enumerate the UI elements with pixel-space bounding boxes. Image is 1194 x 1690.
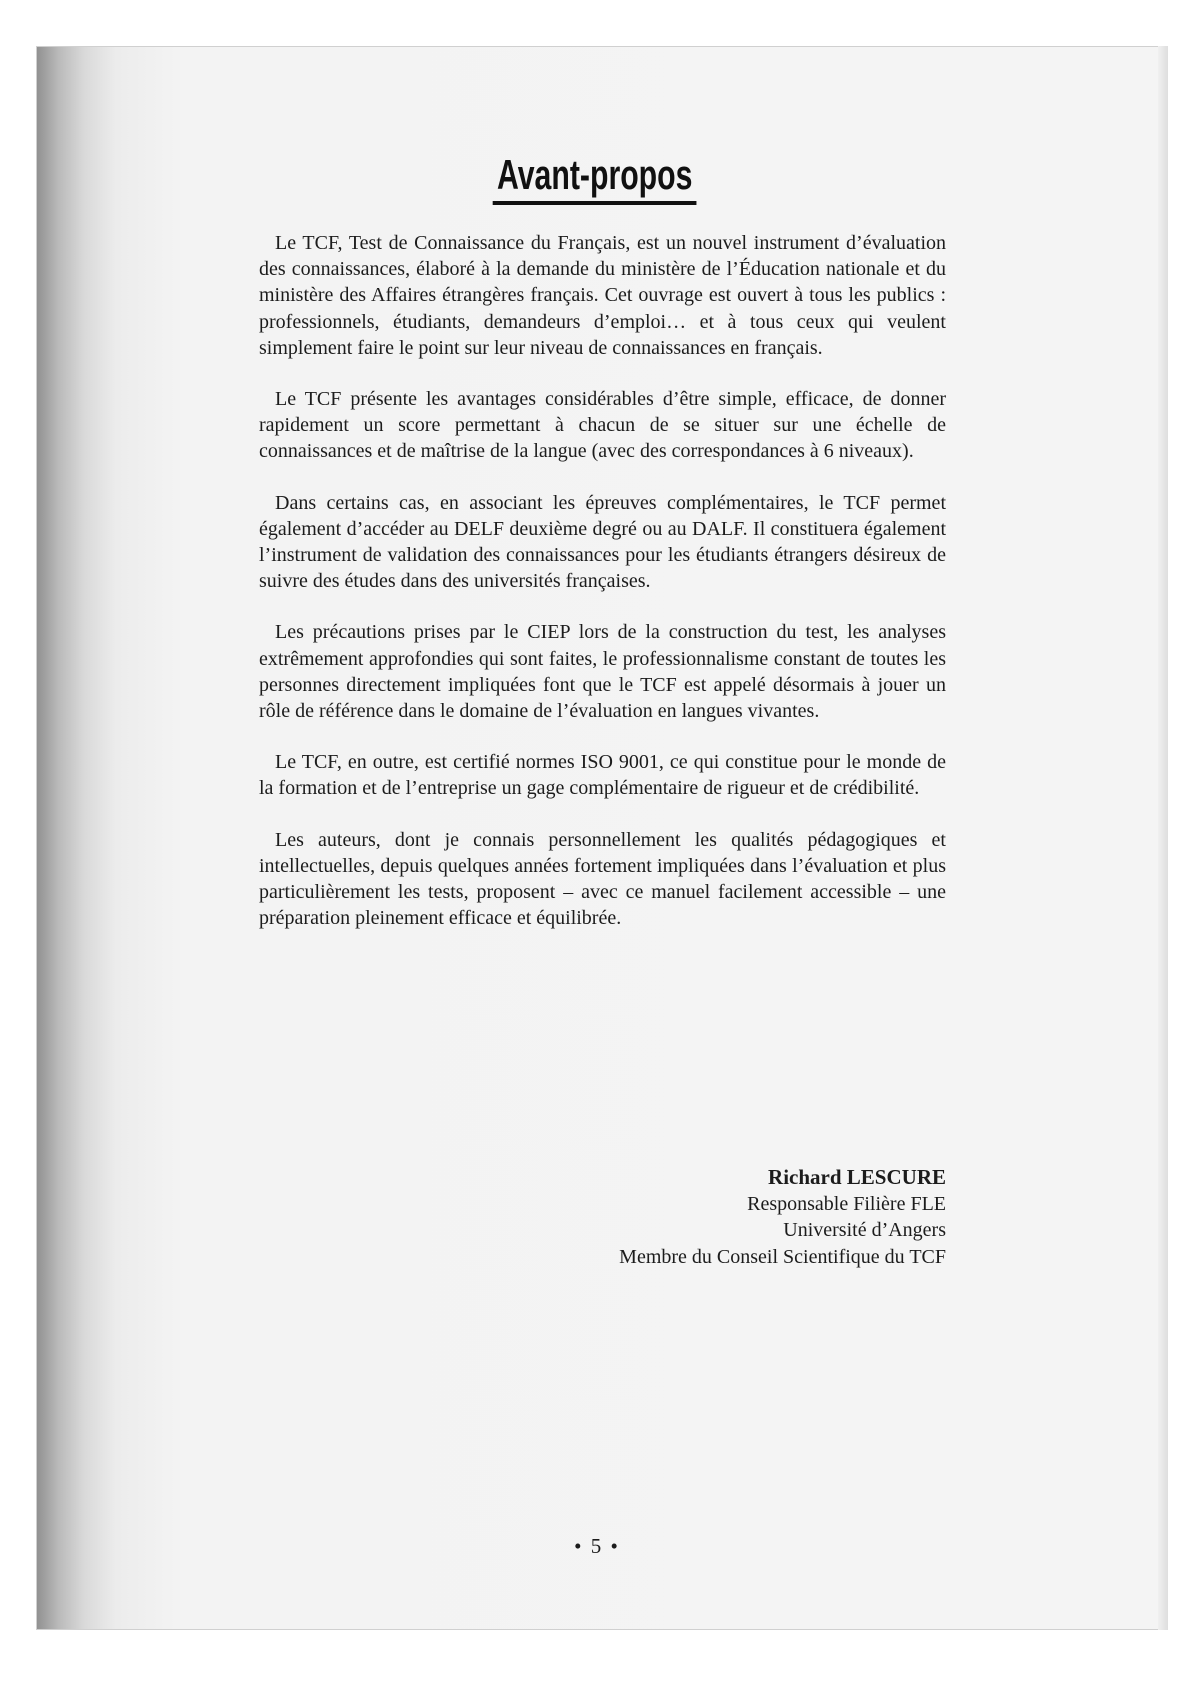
foreword-body [259,230,946,956]
signature-role: Responsable Filière FLE [747,1192,946,1215]
signature-membership: Membre du Conseil Scientifique du TCF [619,1245,946,1268]
signature-block [456,1164,946,1270]
paragraph-5: Le TCF, en outre, est certifié normes ISO 9001, ce qui constitue pour le monde de la formation et de l’entreprise un gage complémentaire de rigueur et de crédibilité. [259,751,946,800]
signature-name: Richard LESCURE [768,1165,946,1189]
paragraph-4: Les précautions prises par le CIEP lors de la construction du test, les analyses extrêmement approfondies qui sont faites, le professionnalisme constant de toutes les personnes directement impliquées font que le TCF est appelé désormais à jouer un rôle de référence dans le domaine de l’évaluation en langues vivantes. [259,621,946,723]
signature-institution: Université d’Angers [783,1219,946,1241]
page-title-text: Avant-propos [493,151,697,205]
paragraph-3: Dans certains cas, en associant les épreuves complémentaires, le TCF permet également d’accéder au DELF deuxième degré ou au DALF. Il constituera également l’instrument de validation des connaissances pour les étudiants étrangers désireux de suivre des études dans des universités françaises. [259,491,946,593]
page-number: • 5 • [574,1534,620,1558]
paragraph-1: Le TCF, Test de Connaissance du Français, est un nouvel instrument d’évaluation des connaissances, élaboré à la demande du ministère de l’Éducation nationale et du ministère des Affaires étrangères français. Cet ouvrage est ouvert à tous les publics : professionnels, étudiants, demandeurs d’emploi… et à tous ceux qui veulent simplement faire le point sur leur niveau de connaissances en français. [259,232,946,359]
page-title [36,151,1168,205]
paper-edge [1158,46,1168,1630]
paragraph-6: Les auteurs, dont je connais personnellement les qualités pédagogiques et intellectuelles, depuis quelques années fortement impliquées dans l’évaluation et plus particulièrement les tests, proposent – avec ce manuel facilement accessible – une préparation pleinement efficace et équilibrée. [259,828,946,930]
paragraph-2: Le TCF présente les avantages considérables d’être simple, efficace, de donner rapidement un score permettant à chacun de se situer sur une échelle de connaissances et de maîtrise de la langue (avec des correspondances à 6 niveaux). [259,388,946,463]
paper-sheet [36,46,1168,1630]
